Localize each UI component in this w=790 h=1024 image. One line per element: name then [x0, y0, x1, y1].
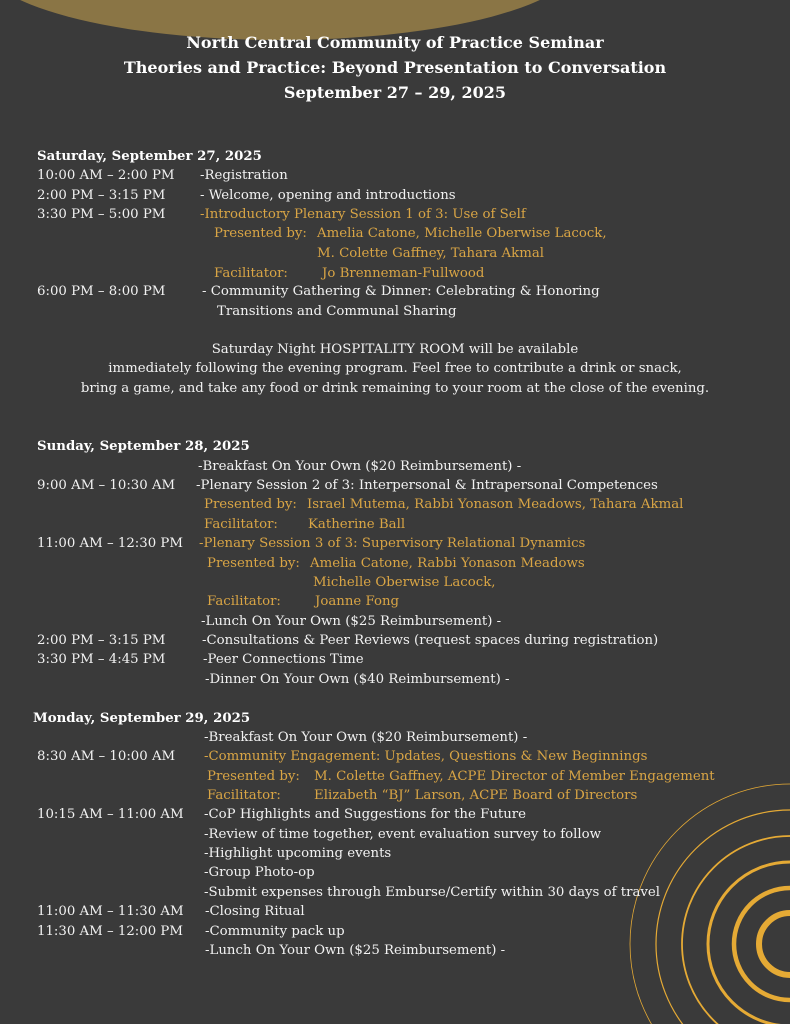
monday-breakfast: -Breakfast On Your Own ($20 Reimbursement) -	[204, 730, 528, 745]
sunday-breakfast: -Breakfast On Your Own ($20 Reimbursement) -	[198, 459, 522, 474]
sunday-plenary2-text: -Plenary Session 2 of 3: Interpersonal & Intrapersonal Competences	[196, 478, 658, 493]
saturday-welcome-time: 2:00 PM – 3:15 PM	[37, 188, 166, 203]
header-subtitle: Theories and Practice: Beyond Presentation to Conversation	[123, 58, 667, 77]
saturday-plenary1-presented-label: Presented by:	[214, 226, 307, 241]
monday-highlights-3: -Highlight upcoming events	[204, 846, 392, 861]
monday-engage-text: -Community Engagement: Updates, Questions & New Beginnings	[204, 749, 648, 764]
header-title: North Central Community of Practice Seminar	[186, 33, 604, 52]
sunday-plenary2-facilitator: Katherine Ball	[308, 517, 406, 532]
monday-highlights-time: 10:15 AM – 11:00 AM	[37, 807, 184, 822]
saturday-plenary1-presenters-1: Amelia Catone, Michelle Oberwise Lacock,	[317, 226, 607, 241]
sunday-peer-time: 3:30 PM – 4:45 PM	[37, 652, 166, 667]
sunday-dinner: -Dinner On Your Own ($40 Reimbursement) -	[205, 672, 510, 687]
monday-heading: Monday, September 29, 2025	[33, 711, 251, 726]
monday-closing-text: -Closing Ritual	[205, 904, 305, 919]
saturday-gathering-time: 6:00 PM – 8:00 PM	[37, 284, 166, 299]
saturday-plenary1-presenters-2: M. Colette Gaffney, Tahara Akmal	[317, 246, 544, 261]
sunday-plenary2-presenters: Israel Mutema, Rabbi Yonason Meadows, Tahara Akmal	[307, 497, 684, 512]
monday-closing-time: 11:00 AM – 11:30 AM	[37, 904, 184, 919]
hospitality-line-1: Saturday Night HOSPITALITY ROOM will be available	[211, 342, 579, 357]
monday-highlights-2: -Review of time together, event evaluation survey to follow	[204, 827, 602, 842]
hospitality-line-3: bring a game, and take any food or drink remaining to your room at the close of the evening.	[80, 381, 710, 396]
saturday-heading: Saturday, September 27, 2025	[37, 149, 262, 164]
sunday-peer-text: -Peer Connections Time	[203, 652, 364, 667]
monday-lunch: -Lunch On Your Own ($25 Reimbursement) -	[205, 943, 506, 958]
sunday-lunch: -Lunch On Your Own ($25 Reimbursement) -	[201, 614, 502, 629]
sunday-consult-text: -Consultations & Peer Reviews (request spaces during registration)	[202, 633, 659, 648]
monday-highlights-5: -Submit expenses through Emburse/Certify within 30 days of travel	[204, 885, 661, 900]
concentric-arcs-decoration	[590, 780, 790, 1024]
monday-engage-facilitator-label: Facilitator:	[207, 788, 281, 803]
page-header	[0, 30, 790, 105]
hospitality-line-2: immediately following the evening program. Feel free to contribute a drink or snack,	[108, 361, 682, 376]
sunday-plenary2-presented-label: Presented by:	[204, 497, 297, 512]
sunday-plenary3-presenters-2: Michelle Oberwise Lacock,	[313, 575, 496, 590]
sunday-plenary3-time: 11:00 AM – 12:30 PM	[37, 536, 183, 551]
monday-engage-presenter: M. Colette Gaffney, ACPE Director of Member Engagement	[314, 769, 715, 784]
sunday-plenary2-facilitator-label: Facilitator:	[204, 517, 278, 532]
monday-engage-presented-label: Presented by:	[207, 769, 300, 784]
saturday-plenary1-facilitator: Jo Brenneman-Fullwood	[322, 266, 485, 281]
sunday-plenary3-presented-label: Presented by:	[207, 556, 300, 571]
saturday-welcome-text: - Welcome, opening and introductions	[200, 188, 456, 203]
header-dates: September 27 – 29, 2025	[283, 83, 507, 102]
saturday-plenary1-facilitator-label: Facilitator:	[214, 266, 288, 281]
monday-highlights-1: -CoP Highlights and Suggestions for the Future	[204, 807, 527, 822]
sunday-plenary3-facilitator-label: Facilitator:	[207, 594, 281, 609]
saturday-gathering-text-2: Transitions and Communal Sharing	[217, 304, 457, 319]
sunday-plenary3-facilitator: Joanne Fong	[315, 594, 400, 609]
monday-engage-time: 8:30 AM – 10:00 AM	[37, 749, 176, 764]
monday-engage-facilitator: Elizabeth “BJ” Larson, ACPE Board of Directors	[314, 788, 638, 803]
sunday-consult-time: 2:00 PM – 3:15 PM	[37, 633, 166, 648]
saturday-reg-text: -Registration	[200, 168, 288, 183]
saturday-plenary1-time: 3:30 PM – 5:00 PM	[37, 207, 166, 222]
saturday-reg-time: 10:00 AM – 2:00 PM	[37, 168, 175, 183]
saturday-gathering-text-1: - Community Gathering & Dinner: Celebrating & Honoring	[202, 284, 600, 299]
sunday-plenary3-presenters-1: Amelia Catone, Rabbi Yonason Meadows	[310, 556, 585, 571]
sunday-heading: Sunday, September 28, 2025	[37, 439, 250, 454]
monday-packup-time: 11:30 AM – 12:00 PM	[37, 924, 183, 939]
monday-packup-text: -Community pack up	[205, 924, 345, 939]
sunday-plenary2-time: 9:00 AM – 10:30 AM	[37, 478, 176, 493]
saturday-plenary1-text: -Introductory Plenary Session 1 of 3: Use of Self	[200, 207, 526, 222]
monday-highlights-4: -Group Photo-op	[204, 865, 315, 880]
sunday-plenary3-text: -Plenary Session 3 of 3: Supervisory Relational Dynamics	[199, 536, 586, 551]
